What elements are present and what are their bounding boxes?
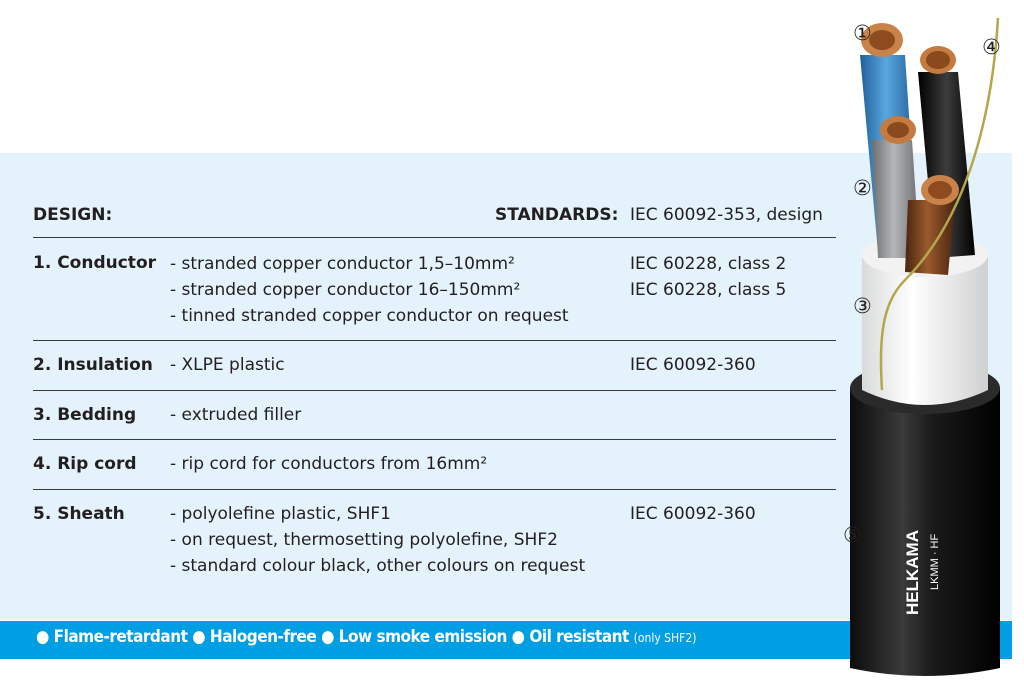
row-desc-sheath [170, 501, 585, 579]
cable-brand-print: HELKAMA [903, 530, 922, 615]
row-std-sheath [630, 501, 756, 527]
desc-line: - stranded copper conductor 16–150mm² [170, 280, 521, 300]
row-label-rip-cord: 4. Rip cord [33, 454, 137, 474]
desc-line: - tinned stranded copper conductor on request [170, 306, 569, 326]
desc-line: - rip cord for conductors from 16mm² [170, 454, 488, 474]
callout-2: ② [853, 176, 872, 200]
feature-item: ● Low smoke emission [321, 627, 507, 647]
row-desc-bedding [170, 402, 301, 428]
std-line: IEC 60228, class 5 [630, 280, 787, 300]
cable-model-print: LKMM · HF [929, 533, 941, 590]
desc-line: - stranded copper conductor 1,5–10mm² [170, 254, 515, 274]
callout-3: ③ [853, 294, 872, 318]
standards-design-value: IEC 60092-353, design [630, 205, 823, 225]
row-std-conductor [630, 251, 786, 303]
row-desc-insulation [170, 352, 285, 378]
features-text [36, 627, 696, 647]
divider [33, 390, 836, 391]
row-label-bedding: 3. Bedding [33, 405, 137, 425]
divider [33, 439, 836, 440]
feature-item: ● Oil resistant [511, 627, 629, 647]
divider [33, 489, 836, 490]
feature-item: ● Flame-retardant [36, 627, 188, 647]
row-desc-rip-cord [170, 451, 487, 477]
feature-note: (only SHF2) [633, 631, 697, 645]
desc-line: - standard colour black, other colours on request [170, 556, 586, 576]
design-heading: DESIGN: [33, 205, 113, 225]
divider [33, 237, 836, 238]
divider [33, 340, 836, 341]
feature-item: ● Halogen-free [192, 627, 317, 647]
sheath [850, 362, 1000, 676]
desc-line: - extruded filler [170, 405, 302, 425]
desc-line: - on request, thermosetting polyolefine, SHF2 [170, 530, 558, 550]
callout-4: ④ [982, 35, 1001, 59]
callout-5: ⑤ [843, 523, 862, 547]
row-label-conductor: 1. Conductor [33, 253, 157, 273]
std-line: IEC 60092-360 [630, 355, 756, 375]
std-line: IEC 60092-360 [630, 504, 756, 524]
row-label-insulation: 2. Insulation [33, 355, 153, 375]
cable-illustration [820, 0, 1024, 684]
desc-line: - XLPE plastic [170, 355, 285, 375]
row-desc-conductor [170, 251, 569, 329]
std-line: IEC 60228, class 2 [630, 254, 787, 274]
callout-1: ① [853, 21, 872, 45]
row-std-insulation [630, 352, 756, 378]
desc-line: - polyolefine plastic, SHF1 [170, 504, 391, 524]
row-label-sheath: 5. Sheath [33, 504, 125, 524]
standards-heading: STANDARDS: [495, 205, 619, 225]
